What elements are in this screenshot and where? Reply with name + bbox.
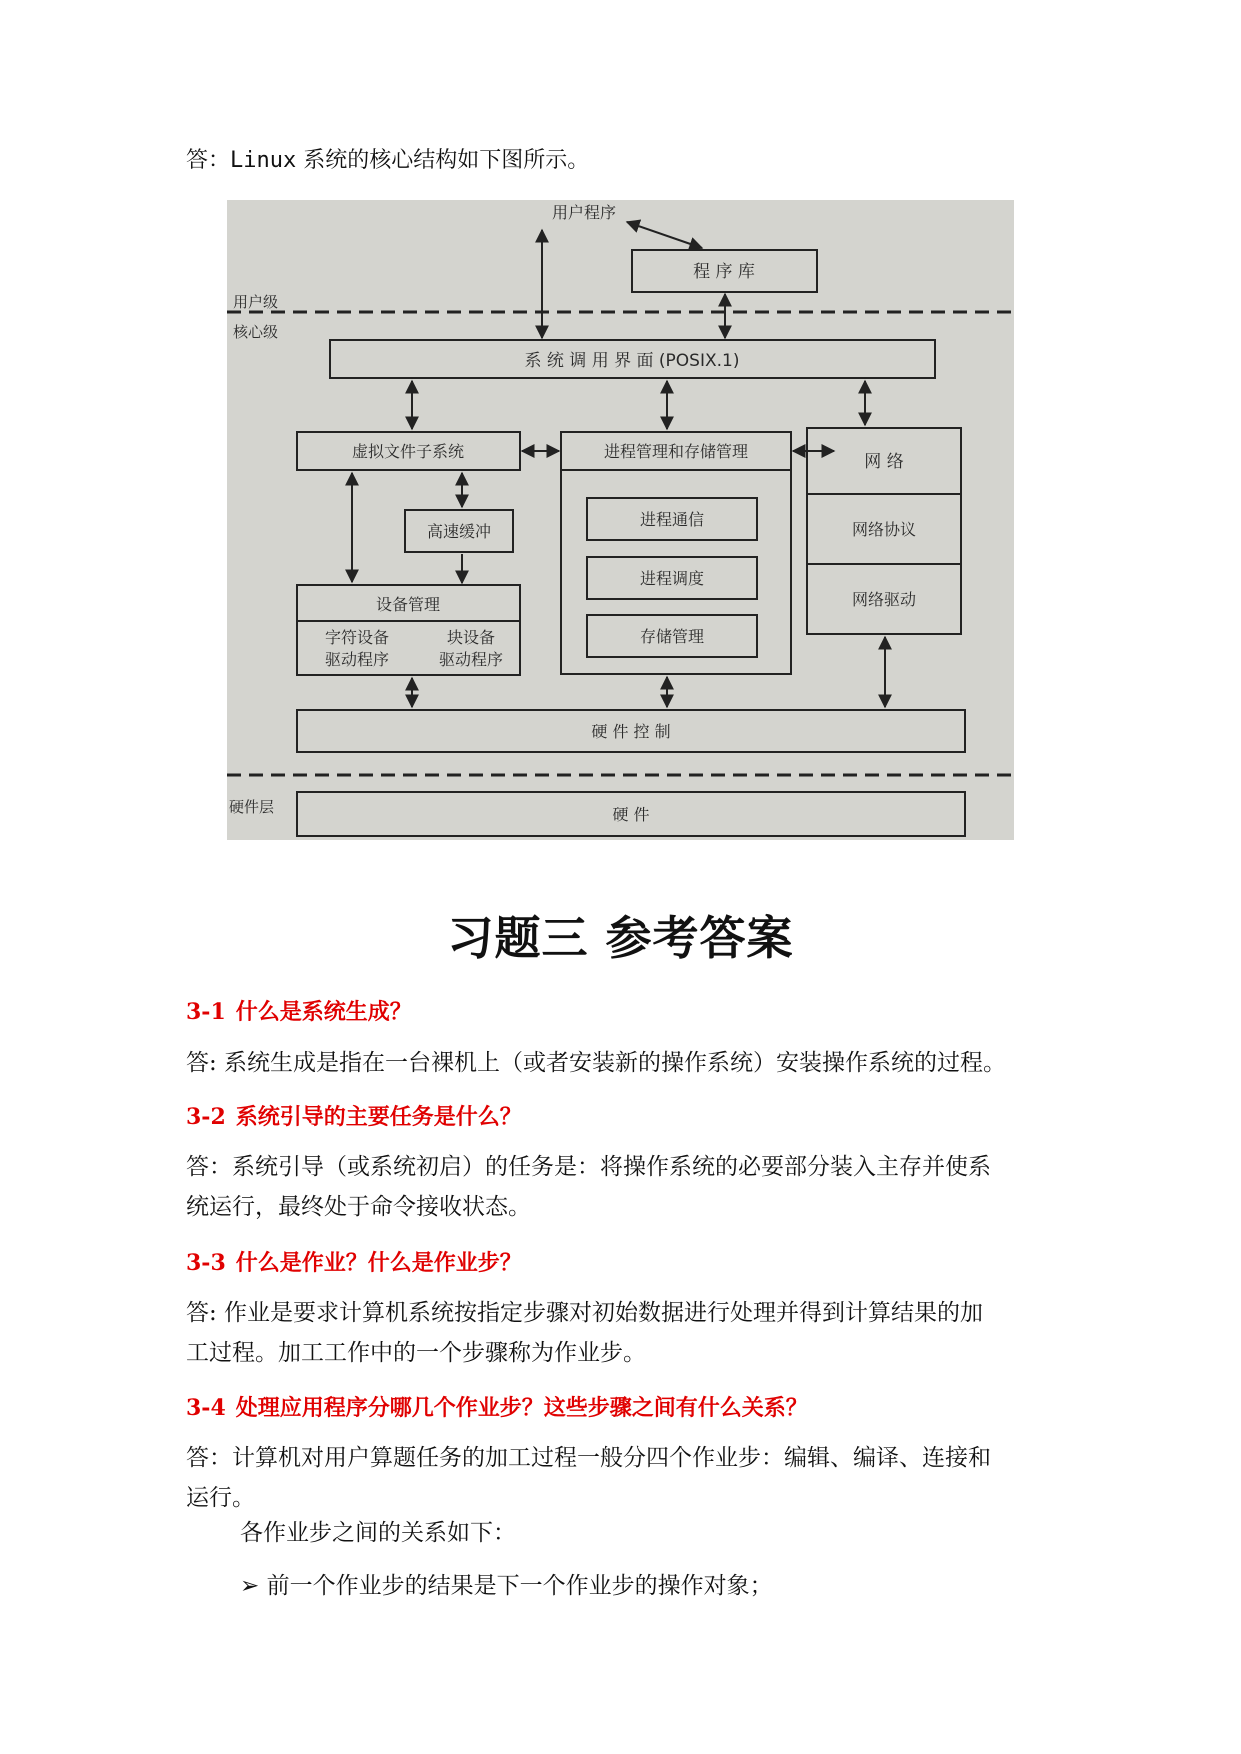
linux-kernel-diagram <box>227 200 1014 840</box>
intro-line <box>186 150 589 172</box>
question-3-3 <box>186 1252 522 1274</box>
label-char-driver-2: 驱动程序 <box>324 650 390 669</box>
label-cache: 高速缓冲 <box>426 522 492 541</box>
label-device-mgmt: 设备管理 <box>375 595 441 614</box>
label-hardware-level: 硬件层 <box>229 798 275 816</box>
answer-3-2 <box>186 1147 1056 1227</box>
intro-prefix: 答： <box>186 148 231 173</box>
intro-suffix: 系统的核心结构如下图所示。 <box>296 148 590 173</box>
question-3-4 <box>186 1397 808 1419</box>
answer-3-4 <box>186 1438 1056 1518</box>
answer-line: 答：系统引导（或系统初启）的任务是：将操作系统的必要部分装入主存并使系 <box>186 1154 991 1180</box>
arrow-program-library <box>627 222 702 248</box>
question-3-1 <box>186 1001 412 1023</box>
question-number: 3-1 <box>186 999 226 1025</box>
label-sched: 进程调度 <box>639 569 705 588</box>
question-text: 什么是作业？什么是作业步？ <box>235 1250 522 1276</box>
label-block-driver-1: 块设备 <box>446 628 496 647</box>
label-char-driver-1: 字符设备 <box>324 628 390 647</box>
answer-line: 运行。 <box>186 1485 255 1511</box>
answer-3-1 <box>186 1043 1056 1083</box>
page-heading: 习题三 参考答案 <box>447 911 794 965</box>
label-proc-mem: 进程管理和存储管理 <box>603 442 749 461</box>
answer-line: 工过程。加工工作中的一个步骤称为作业步。 <box>186 1340 646 1366</box>
label-library: 程 序 库 <box>693 262 755 282</box>
answer-3-3 <box>186 1293 1056 1373</box>
label-syscall: 系 统 调 用 界 面 (POSIX.1) <box>524 351 740 371</box>
label-kernel-level: 核心级 <box>233 323 279 341</box>
label-ipc: 进程通信 <box>639 510 705 529</box>
answer-line: 答: 作业是要求计算机系统按指定步骤对初始数据进行处理并得到计算结果的加 <box>186 1300 984 1326</box>
answer-line: 答: 系统生成是指在一台裸机上（或者安装新的操作系统）安装操作系统的过程。 <box>186 1050 1007 1076</box>
label-hardware: 硬 件 <box>612 805 650 824</box>
bullet-text: 前一个作业步的结果是下一个作业步的操作对象； <box>266 1573 773 1599</box>
label-net-driver: 网络驱动 <box>851 590 917 609</box>
question-number: 3-4 <box>186 1395 226 1421</box>
bullet-arrow-icon: ➢ <box>240 1573 260 1599</box>
relation-intro: 各作业步之间的关系如下： <box>240 1520 516 1546</box>
label-user-program: 用户程序 <box>552 203 617 222</box>
intro-code: Linux <box>230 148 297 173</box>
answer-line: 统运行，最终处于命令接收状态。 <box>186 1194 531 1220</box>
bullet-item <box>240 1575 773 1598</box>
label-block-driver-2: 驱动程序 <box>438 650 504 669</box>
label-net-protocol: 网络协议 <box>851 520 917 539</box>
question-3-2 <box>186 1106 522 1128</box>
answer-line: 答：计算机对用户算题任务的加工过程一般分四个作业步：编辑、编译、连接和 <box>186 1445 991 1471</box>
label-storage: 存储管理 <box>639 627 705 646</box>
question-text: 处理应用程序分哪几个作业步？这些步骤之间有什么关系？ <box>235 1395 808 1421</box>
label-network: 网 络 <box>864 452 904 472</box>
label-vfs: 虚拟文件子系统 <box>351 442 465 461</box>
question-text: 系统引导的主要任务是什么？ <box>235 1104 522 1130</box>
question-number: 3-3 <box>186 1250 226 1276</box>
question-text: 什么是系统生成？ <box>235 999 412 1025</box>
label-user-level: 用户级 <box>233 293 279 311</box>
label-hw-control: 硬 件 控 制 <box>591 722 671 741</box>
question-number: 3-2 <box>186 1104 226 1130</box>
